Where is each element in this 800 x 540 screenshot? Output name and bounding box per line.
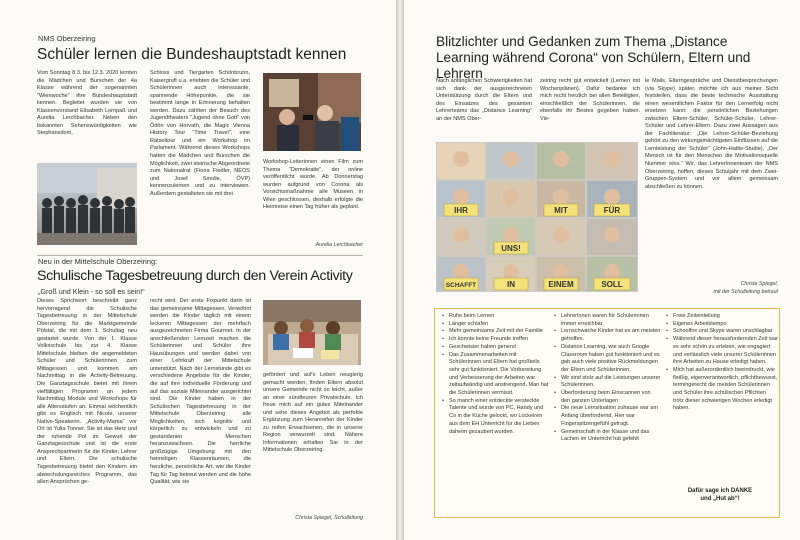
article2-subtitle: „Groß und Klein - so soll es sein!“ (38, 287, 145, 296)
left-page (0, 0, 396, 540)
article2-col1: Dieses Sprichwort beschreibt ganz hervorragend die Schulische Tagesbetreuung in der Mittelschule Oberzeiring für die Marktgemeinde Pölstal, die mit dem 1. Schultag neu gestartet wurde. Von der 1. Klasse Volksschule bis zur 4. Klasse Mittelschule bleiben die angemeldeten Schüler und Schülerinnen zum Mittagessen und kommen am Nachmittag in die Activity-Betreuung. Die Ganztagsschule bietet mit ihrem vielfältigen Programm an jedem Nachmittag Module und Workshops für alle Altersstufen an. Einmal wöchentlich gibt es Englisch mit Nicole, unserer Native-Speakerin. „Activity-Mama“ vor Ort ist Yulia Tonner. Sie ist das Herz und der ruhende Pol im Gewurl der Ganztagesschule und ist die erste Ansprechpartnerin für die Kinder, Lehrer und Eltern. Die schulische Tagesbetreuung bietet den Kindern ein abwechslungsreiches Programm, das allen Ansprüchen ge- (37, 298, 137, 486)
article-divider (37, 255, 363, 256)
feedback-box (434, 308, 780, 518)
article2-col3: gefördert und auf's Leben neugierig gemacht werden, finden Eltern absolut unsere Gemeinde nicht so leicht, außer an einer sündteuren Privatschule. Ich freue mich auf ein gutes Miteinander und sehe dieses Angebot als perfekte Ergänzung zum Heranreifen der Kinder zu reifen Erwachsenen, die in unserer Region verwurzelt sind. Nähere Informationen erhalten Sie in der Mittelschule Oberzeiring. (263, 372, 363, 454)
collage-sign: SCHAFFT (445, 282, 477, 289)
feedback-item: • Ruhe beim Lernen (449, 313, 549, 321)
feedback-item: • Das Zusammenarbeiten mit Schülerinnen und Eltern hat großteils sehr gut funktioniert. Die Vorbereitung und Verbesserung der Arbeiten war zeitaufwändig und anstrengend. Man hat die Schülerinnen vermisst. (449, 352, 549, 398)
collage-sign: SOLL (601, 280, 623, 289)
collage-sign: EINEM (548, 280, 574, 289)
article2-col2: recht wird. Der erste Fixpunkt darin ist das gemeinsame Mittagessen. Verwöhnt werden die Kinder täglich mit einem leckeren Mittagessen der mehrfach ausgezeichneten Firma Gourmet. In der anschließenden Lernzeit machen die Schülerinnen und Schüler ihre Hausübungen und werden dabei von einer Lehrkraft der Mittelschule unterstützt. Nach der Lernstunde gibt es verschiedene Angebote für die Kinder, die auf ihre individuelle Förderung und auf das soziale Miteinander ausgerichtet sind. Die Kinder haben in der Schulischen Tagesbetreuung in der Mittelschule Oberzeiring alle Möglichkeiten, sich kognitiv und körperlich zu entwickeln und zu gestandenen Menschen heranzuwachsen. Die herrliche großzügige Umgebung mit den heimeligen Klassenräumen, die herzliche, persönliche Art, wie die Kinder Tag für Tag betreut werden und die hohe Qualität, wie sie (150, 298, 251, 486)
article2-caption: Christa Spiegel, Schulleitung (295, 515, 363, 521)
feedback-list-students (441, 313, 549, 436)
feedback-item: • Die neue Lernsituation zuhause war am Anfang überfordernd. Hier war Fingerspitzengefühl gefragt. (561, 405, 661, 428)
article1-col2: Schloss und Tiergarten Schönbrunn, Kaisergruft u.a. erlebten die Schüler und Schülerinnen auch interessante, spannende Höhepunkte, die sie bestimmt lange in Erinnerung behalten werden. Dazu zählten der Besuch des Jugendtheaters "Jugend ohne Gott" von Ödön von Horvath, die Magic Vienna History Tour "Time Travel", eine Rätseltour und ein Workshop im Parlament. Während dieses Workshops hatten die Mädchen und Burschen die Möglichkeit, zwei steirische Abgeordnete zum Nationalrat (Fiona Fiedler, NEOS und Josef Smolle, ÖVP) kennenzulernen und zu interviewen. Außerdem gestalteten sie mit drei (150, 70, 250, 197)
feedback-item: • Ich konnte keine Freunde treffen (449, 336, 549, 344)
feedback-list-parents (665, 313, 778, 413)
article2-kicker: Neu in der Mittelschule Oberzeiring: (38, 257, 158, 266)
thanks-line2: und „Hut ab“! (700, 496, 740, 502)
feedback-item: • Schoolfox und Skype waren unschlagbar (673, 328, 778, 336)
distance-caption-name: Christa Spiegel, (740, 281, 778, 287)
feedback-list-teachers (553, 313, 661, 444)
feedback-item: • Eigenes Arbeitstempo (673, 321, 778, 329)
collage-sign: MIT (554, 206, 568, 215)
parliament-workshop-photo (263, 73, 361, 151)
feedback-item: • Länger schlafen (449, 321, 549, 329)
feedback-item: • Distance Learning, wie auch Google Classroom haben gut funktioniert und es gab auch viele positive Rückmeldungen der Eltern und Schülerinnen. (561, 344, 661, 375)
article1-title: Schüler lernen die Bundeshauptstadt kennen (37, 46, 347, 63)
feedback-item: • Mehr gemeinsame Zeit mit der Familie (449, 328, 549, 336)
feedback-item: • Geschwister haben genervt (449, 344, 549, 352)
article1-caption: Aurelia Lerchbacher (315, 242, 363, 248)
collage-sign: UNS! (501, 244, 521, 253)
class-group-photo (37, 163, 137, 245)
feedback-item: • Überforderung beim Einscannen von den ganzen Unterlagen (561, 390, 661, 405)
article2-title: Schulische Tagesbetreuung durch den Verein Activity (37, 268, 353, 284)
feedback-item: • LehrerInnen waren für Schülerinnen immer erreichbar. (561, 313, 661, 328)
feedback-item: • Gemeinschaft in der Klasse und das Lachen im Unterricht hat gefehlt (561, 429, 661, 444)
feedback-item: • So manch einer entdeckte versteckte Talente und wurde von PC, Handy und Co in die Küche gelockt, wo Lockeiren aus dem EH Unterricht für die Lieben daheim gezaubert wurden. (449, 398, 549, 437)
article1-col3: Workshop-Leiterinnen einen Film zum Thema "Demokratie", der online veröffentlicht wurde. Ab Donnerstag wurden aufgrund von Corona als Vorsichtsmaßnahme alle Museen in Wien geschlossen, deshalb erfolgte die Heimreise einen Tag früher als geplant. (263, 159, 363, 211)
distance-col3: le Mails, Elterngespräche und Dienstbesprechungen (via Skype) später, möchte ich aus meiner Sicht feststellen, dass die beste technische Ausstattung einen wesentlichen Faktor für den Lernerfolg nicht ersetzen kann: die persönlichen Beziehungen zwischen Eltern-Schüler, Schüler-Schüler, Lehrer-Schüler und Lehrer-Eltern. Dazu zwei Aussagen aus der Fachliteratur: „Die Lehrer-Schüler-Beziehung gehört zu den wirkungsmächtigsten Einflüssen auf die Lernleistung der Schüler“ (John-Hattie-Studie). „Der Mensch ist für den Menschen die Motivationsquelle Nummer eins.“ Wir, das LehrerInnenteam der NMS Oberzeiring, hoffen, dieses Schuljahr mit dem Zwei-Gruppen-System und vor allem gemeinsam abschließen zu können. (645, 78, 778, 190)
page-gutter (396, 0, 404, 540)
distance-col2: zeiring recht gut entwickelt (Lernen mit Wochenplänen). Dafür bedanke ich mich recht herzlich bei allen Beteiligten, einschließlich der Schülerinnen, die ebenfalls ihr Bestes gegeben haben. Vie- (540, 78, 640, 122)
distance-col1: Nach anfänglichen Schwierigkeiten hat sich dank der ausgezeichneten Unterstützung durch die Eltern und des Einsatzes des gesamten Lehrerteams das „Distance Learning“ an der NMS Ober- (436, 78, 532, 122)
distance-learning-collage (436, 142, 638, 292)
collage-sign: IN (507, 280, 515, 289)
feedback-item: • Während dieser herausfordernden Zeit war es sehr schön zu erleben, wie engagiert und verlässlich viele unserer Schülerinnen ihre Arbeiten zu Hause erledigt haben. (673, 336, 778, 367)
feedback-item: • Freie Zeiteinteilung (673, 313, 778, 321)
article1-kicker: NMS Oberzeiring (38, 34, 96, 43)
feedback-item: • Wir sind stolz auf die Leistungen unserer Schülerinnen. (561, 375, 661, 390)
feedback-item: • Mich hat außerordentlich beeindruckt, wie fleißig, eigenverantwortlich, pflichtbewusst, termingerecht die meisten Schülerinnen und Schüler ihre schulischen Pflichten trotz dieser schwierigen Wochen erledigt haben. (673, 367, 778, 413)
article1-col1: Vom Sonntag 8.3. bis 12.3. 2020 lernten die Mädchen und Burschen der 4a Klasse während der sogenannten "Wienwoche" ihre Bundeshauptstadt kennen. Begleitet wurden sie von Klassenvorstand Elisabeth Lernpaß und Aurelia Lerchbacher. Neben den bekannten Sehenswürdigkeiten wie Stephansdom, (37, 70, 137, 137)
distance-learning-title: Blitzlichter und Gedanken zum Thema „Distance Learning während Corona“ von Schülern, Eltern und Lehrern (436, 34, 751, 81)
feedback-item: • Lernschwache Kinder hat es am meisten getroffen. (561, 328, 661, 343)
children-activity-photo (263, 300, 361, 365)
thanks-line1: Dafür sage ich DANKE (687, 488, 753, 494)
collage-sign: FÜR (603, 206, 621, 215)
collage-sign: IHR (454, 206, 468, 215)
distance-caption-role: mit der Schulleitung betraut (713, 289, 778, 295)
